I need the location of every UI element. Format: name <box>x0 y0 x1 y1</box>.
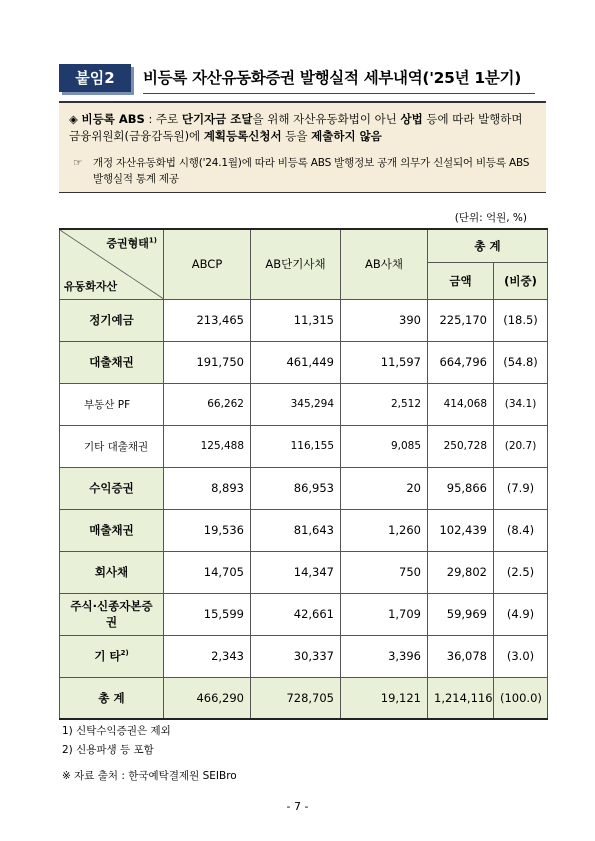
row-label <box>60 509 164 551</box>
cell-abs: 11,597 <box>341 341 428 383</box>
table-row <box>60 425 548 467</box>
cell-abcp: 14,705 <box>164 551 251 593</box>
cell-ratio: (34.1) <box>494 383 548 425</box>
header-underlying-asset: 유동화자산 <box>64 279 118 293</box>
row-label <box>60 593 164 635</box>
table-row <box>60 467 548 509</box>
row-label <box>60 467 164 509</box>
cell-ratio: (4.9) <box>494 593 548 635</box>
cell-abs: 20 <box>341 467 428 509</box>
note-background-text: 개정 자산유동화법 시행('24.1월)에 따라 비등록 ABS 발행정보 공개 의무가 신설되어 비등록 ABS 발행실적 통계 제공 <box>93 157 530 185</box>
cell-ratio: (2.5) <box>494 551 548 593</box>
row-label-text: 기 타 <box>94 649 121 663</box>
note-segment: : 주로 <box>144 112 182 126</box>
cell-ratio: (18.5) <box>494 299 548 341</box>
row-label-text: 회사채 <box>94 565 129 579</box>
note-segment: 을 위해 자산유동화법이 아닌 <box>252 112 401 126</box>
note-segment: 계획등록신청서 <box>203 129 282 143</box>
title-underline <box>143 93 535 94</box>
note-definition <box>69 111 537 145</box>
row-label-text: 기타 대출채권 <box>84 440 149 453</box>
table-body <box>60 299 548 719</box>
cell-abst: 86,953 <box>251 467 341 509</box>
diamond-bullet-icon: ◈ <box>69 112 78 126</box>
appendix-badge: 붙임2 <box>59 64 131 92</box>
total-ratio: (100.0) <box>494 677 548 719</box>
table-row <box>60 383 548 425</box>
cell-abcp: 2,343 <box>164 635 251 677</box>
cell-abst: 42,661 <box>251 593 341 635</box>
cell-amount: 59,969 <box>428 593 494 635</box>
cell-amount: 36,078 <box>428 635 494 677</box>
table-row <box>60 341 548 383</box>
cell-amount: 250,728 <box>428 425 494 467</box>
row-label <box>60 341 164 383</box>
section-heading <box>59 64 535 92</box>
note-segment: 등을 <box>281 129 312 143</box>
cell-ratio: (54.8) <box>494 341 548 383</box>
row-label-text: 매출채권 <box>89 523 134 537</box>
cell-abcp: 213,465 <box>164 299 251 341</box>
cell-abcp: 125,488 <box>164 425 251 467</box>
table-row <box>60 299 548 341</box>
table-row <box>60 509 548 551</box>
total-row <box>60 677 548 719</box>
total-abst: 728,705 <box>251 677 341 719</box>
cell-ratio: (20.7) <box>494 425 548 467</box>
note-segment: 제출하지 않음 <box>311 129 382 143</box>
total-abs: 19,121 <box>341 677 428 719</box>
header-amount: 금액 <box>428 262 494 299</box>
cell-amount: 95,866 <box>428 467 494 509</box>
cell-ratio: (8.4) <box>494 509 548 551</box>
note-background <box>73 155 535 187</box>
cell-abs: 1,260 <box>341 509 428 551</box>
cell-abst: 81,643 <box>251 509 341 551</box>
footnote-1: 1) 신탁수익증권은 제외 <box>62 725 171 737</box>
cell-abst: 11,315 <box>251 299 341 341</box>
total-label: 총 계 <box>60 677 164 719</box>
header-security-type: 증권형태$^{1)}$ <box>106 236 157 250</box>
cell-abst: 116,155 <box>251 425 341 467</box>
cell-amount: 225,170 <box>428 299 494 341</box>
row-label <box>60 635 164 677</box>
row-label <box>60 299 164 341</box>
page-title: 비등록 자산유동화증권 발행실적 세부내역('25년 1분기) <box>143 69 521 87</box>
cell-amount: 102,439 <box>428 509 494 551</box>
pointing-hand-icon: ☞ <box>73 157 83 169</box>
row-label-text: 부동산 PF <box>84 398 131 411</box>
cell-abs: 390 <box>341 299 428 341</box>
unit-label: (단위: 억원, %) <box>454 212 527 224</box>
total-abcp: 466,290 <box>164 677 251 719</box>
cell-amount: 29,802 <box>428 551 494 593</box>
row-label-text: 주식·신종자본증권 <box>70 599 153 629</box>
cell-ratio: (7.9) <box>494 467 548 509</box>
row-label-text: 정기예금 <box>89 313 134 327</box>
row-label <box>60 425 164 467</box>
cell-abs: 3,396 <box>341 635 428 677</box>
header-ab-short-term-bond: AB단기사채 <box>251 229 341 299</box>
cell-abcp: 191,750 <box>164 341 251 383</box>
cell-amount: 664,796 <box>428 341 494 383</box>
cell-abcp: 8,893 <box>164 467 251 509</box>
footnote-marker: 2) <box>120 649 129 658</box>
page-number: - 7 - <box>286 800 309 813</box>
cell-abcp: 19,536 <box>164 509 251 551</box>
note-box <box>59 101 546 193</box>
diagonal-header-cell <box>60 229 164 299</box>
note-segment: 단기자금 조달 <box>181 112 253 126</box>
table-row <box>60 593 548 635</box>
cell-abst: 30,337 <box>251 635 341 677</box>
table-row <box>60 551 548 593</box>
header-total: 총 계 <box>428 229 548 262</box>
header-ab-bond: AB사채 <box>341 229 428 299</box>
cell-abs: 1,709 <box>341 593 428 635</box>
source-note: ※ 자료 출처 : 한국예탁결제원 SEIBro <box>62 770 237 782</box>
footnote-2: 2) 신용파생 등 포함 <box>62 744 154 756</box>
row-label-text: 대출채권 <box>89 355 134 369</box>
note-segment: 등에 따라 발행하며 금융위원회(금융감독원)에 <box>69 112 523 143</box>
cell-abst: 14,347 <box>251 551 341 593</box>
cell-abst: 461,449 <box>251 341 341 383</box>
header-ratio: (비중) <box>494 262 548 299</box>
row-label-text: 수익증권 <box>89 481 134 495</box>
note-segment: 상법 <box>400 112 423 126</box>
cell-abcp: 15,599 <box>164 593 251 635</box>
table-row <box>60 635 548 677</box>
issuance-table <box>59 228 548 720</box>
note-segment: 비등록 ABS <box>81 112 145 126</box>
cell-abs: 750 <box>341 551 428 593</box>
cell-abst: 345,294 <box>251 383 341 425</box>
cell-abs: 2,512 <box>341 383 428 425</box>
row-label <box>60 383 164 425</box>
cell-abcp: 66,262 <box>164 383 251 425</box>
cell-amount: 414,068 <box>428 383 494 425</box>
cell-abs: 9,085 <box>341 425 428 467</box>
note-definition-text <box>69 112 523 143</box>
total-amount: 1,214,116 <box>428 677 494 719</box>
row-label <box>60 551 164 593</box>
header-abcp: ABCP <box>164 229 251 299</box>
cell-ratio: (3.0) <box>494 635 548 677</box>
